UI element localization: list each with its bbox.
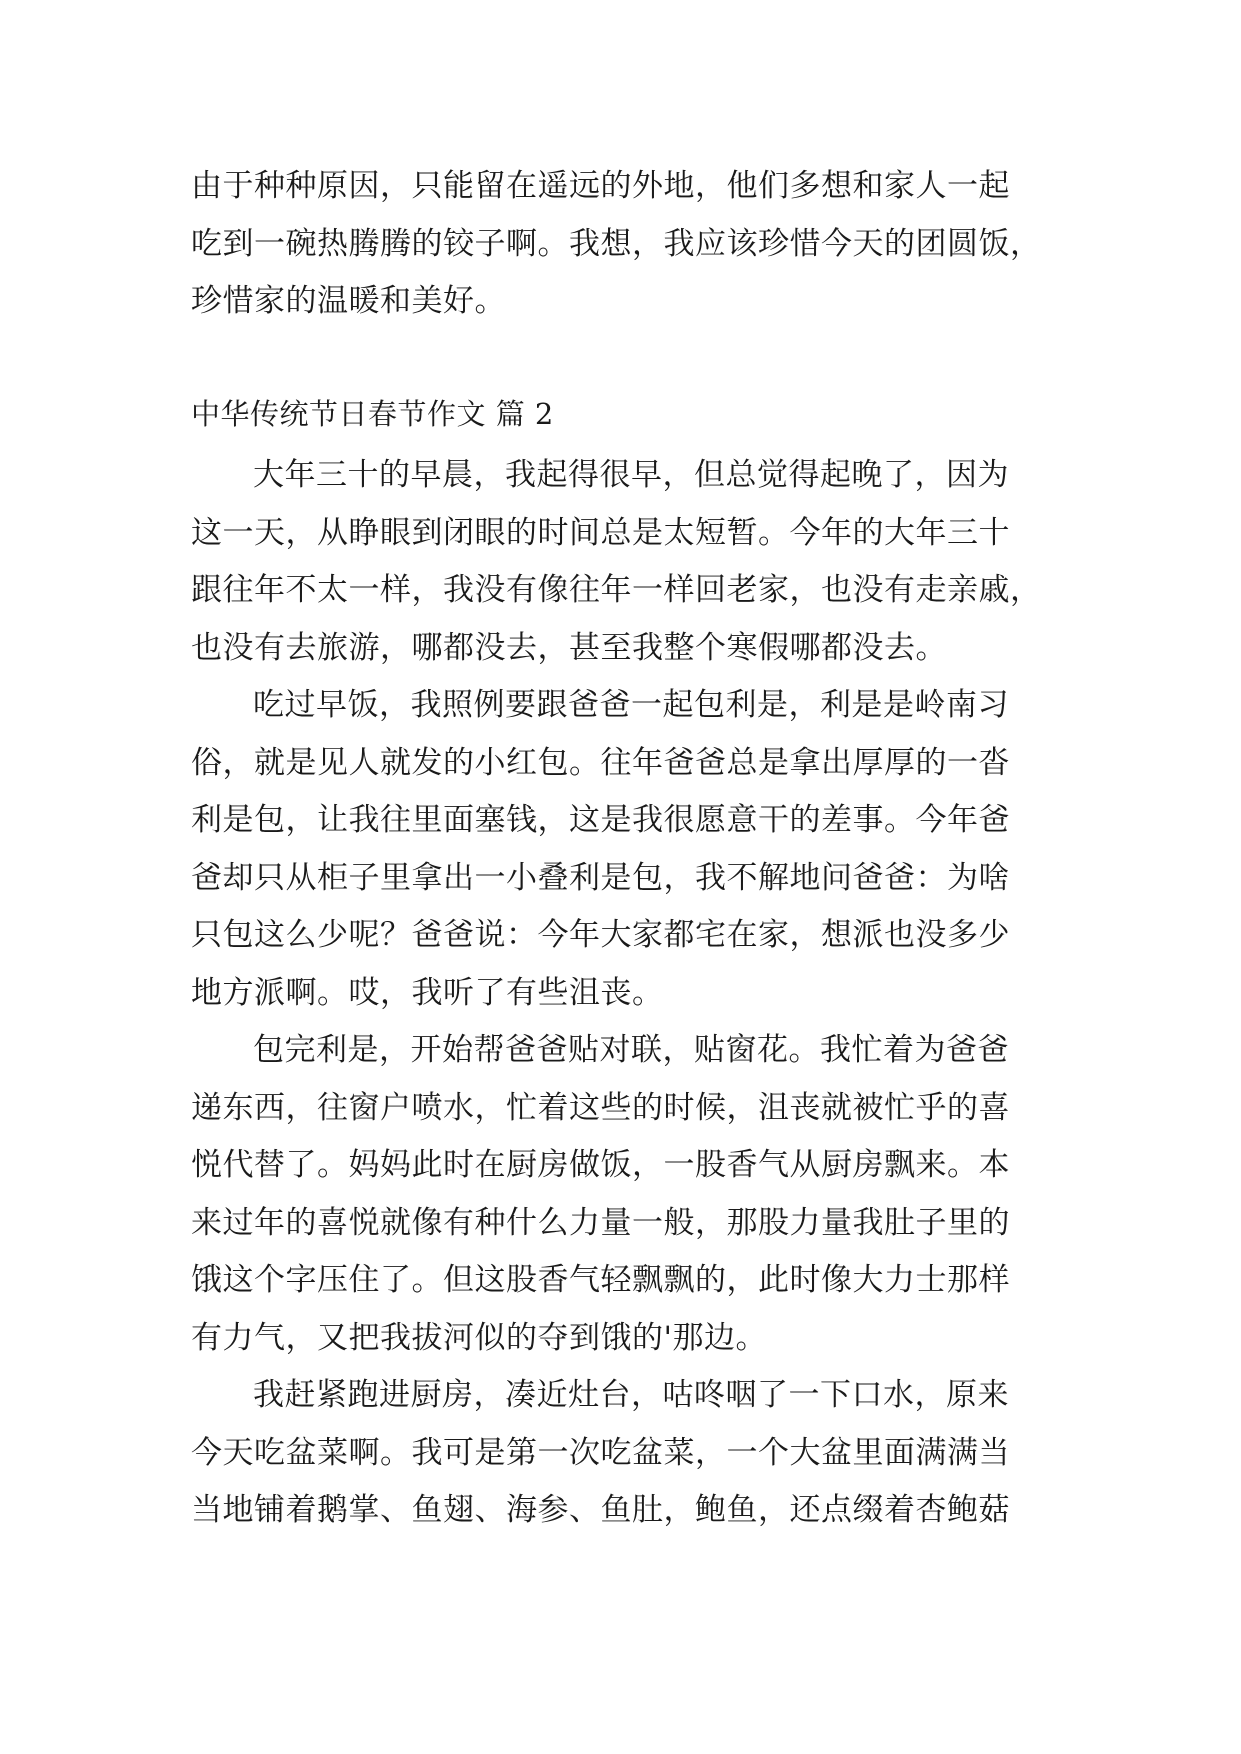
text-line: 只包这么少呢？爸爸说：今年大家都宅在家，想派也没多少 bbox=[191, 917, 1010, 953]
text-line: 这一天，从睁眼到闭眼的时间总是太短暂。今年的大年三十 bbox=[191, 514, 1010, 551]
text-line: 俗，就是见人就发的小红包。往年爸爸总是拿出厚厚的一沓 bbox=[191, 744, 1010, 781]
text-line: 有力气，又把我拔河似的夺到饿的'那边。 bbox=[191, 1319, 768, 1356]
text-line: 利是包，让我往里面塞钱，这是我很愿意干的差事。今年爸 bbox=[191, 802, 1010, 838]
paragraph-3 bbox=[191, 1022, 1051, 1367]
text-line: 爸却只从柜子里拿出一小叠利是包，我不解地问爸爸：为啥 bbox=[191, 859, 1010, 896]
text-line: 今天吃盆菜啊。我可是第一次吃盆菜，一个大盆里面满满当 bbox=[191, 1434, 1010, 1471]
top-paragraph bbox=[191, 158, 1051, 331]
paragraph-4 bbox=[191, 1367, 1051, 1540]
text-line: 我赶紧跑进厨房，凑近灶台，咕咚咽了一下口水，原来 bbox=[253, 1377, 1009, 1413]
text-line: 当地铺着鹅掌、鱼翅、海参、鱼肚，鲍鱼，还点缀着杏鲍菇 bbox=[191, 1492, 1010, 1528]
text-line: 也没有去旅游，哪都没去，甚至我整个寒假哪都没去。 bbox=[191, 629, 947, 666]
text-line: 悦代替了。妈妈此时在厨房做饭，一股香气从厨房飘来。本 bbox=[191, 1147, 1010, 1183]
text-line: 来过年的喜悦就像有种什么力量一般，那股力量我肚子里的 bbox=[191, 1204, 1010, 1241]
text-line: 地方派啊。哎，我听了有些沮丧。 bbox=[191, 974, 664, 1011]
text-line: 由于种种原因，只能留在遥远的外地，他们多想和家人一起 bbox=[191, 168, 1010, 204]
text-line: 珍惜家的温暖和美好。 bbox=[191, 283, 506, 319]
text-line: 吃过早饭，我照例要跟爸爸一起包利是，利是是岭南习 bbox=[253, 687, 1009, 723]
paragraph-2 bbox=[191, 677, 1051, 1022]
text-line: 饿这个字压住了。但这股香气轻飘飘的，此时像大力士那样 bbox=[191, 1262, 1010, 1298]
text-line: 大年三十的早晨，我起得很早，但总觉得起晚了，因为 bbox=[253, 457, 1009, 493]
section-heading: 中华传统节日春节作文 篇 2 bbox=[191, 397, 554, 431]
text-line: 递东西，往窗户喷水，忙着这些的时候，沮丧就被忙乎的喜 bbox=[191, 1089, 1010, 1126]
text-line: 跟往年不太一样，我没有像往年一样回老家，也没有走亲戚， bbox=[191, 572, 1042, 608]
text-line: 吃到一碗热腾腾的铰子啊。我想，我应该珍惜今天的团圆饭， bbox=[191, 225, 1042, 262]
paragraph-1 bbox=[191, 447, 1051, 677]
text-line: 包完利是，开始帮爸爸贴对联，贴窗花。我忙着为爸爸 bbox=[253, 1032, 1009, 1068]
